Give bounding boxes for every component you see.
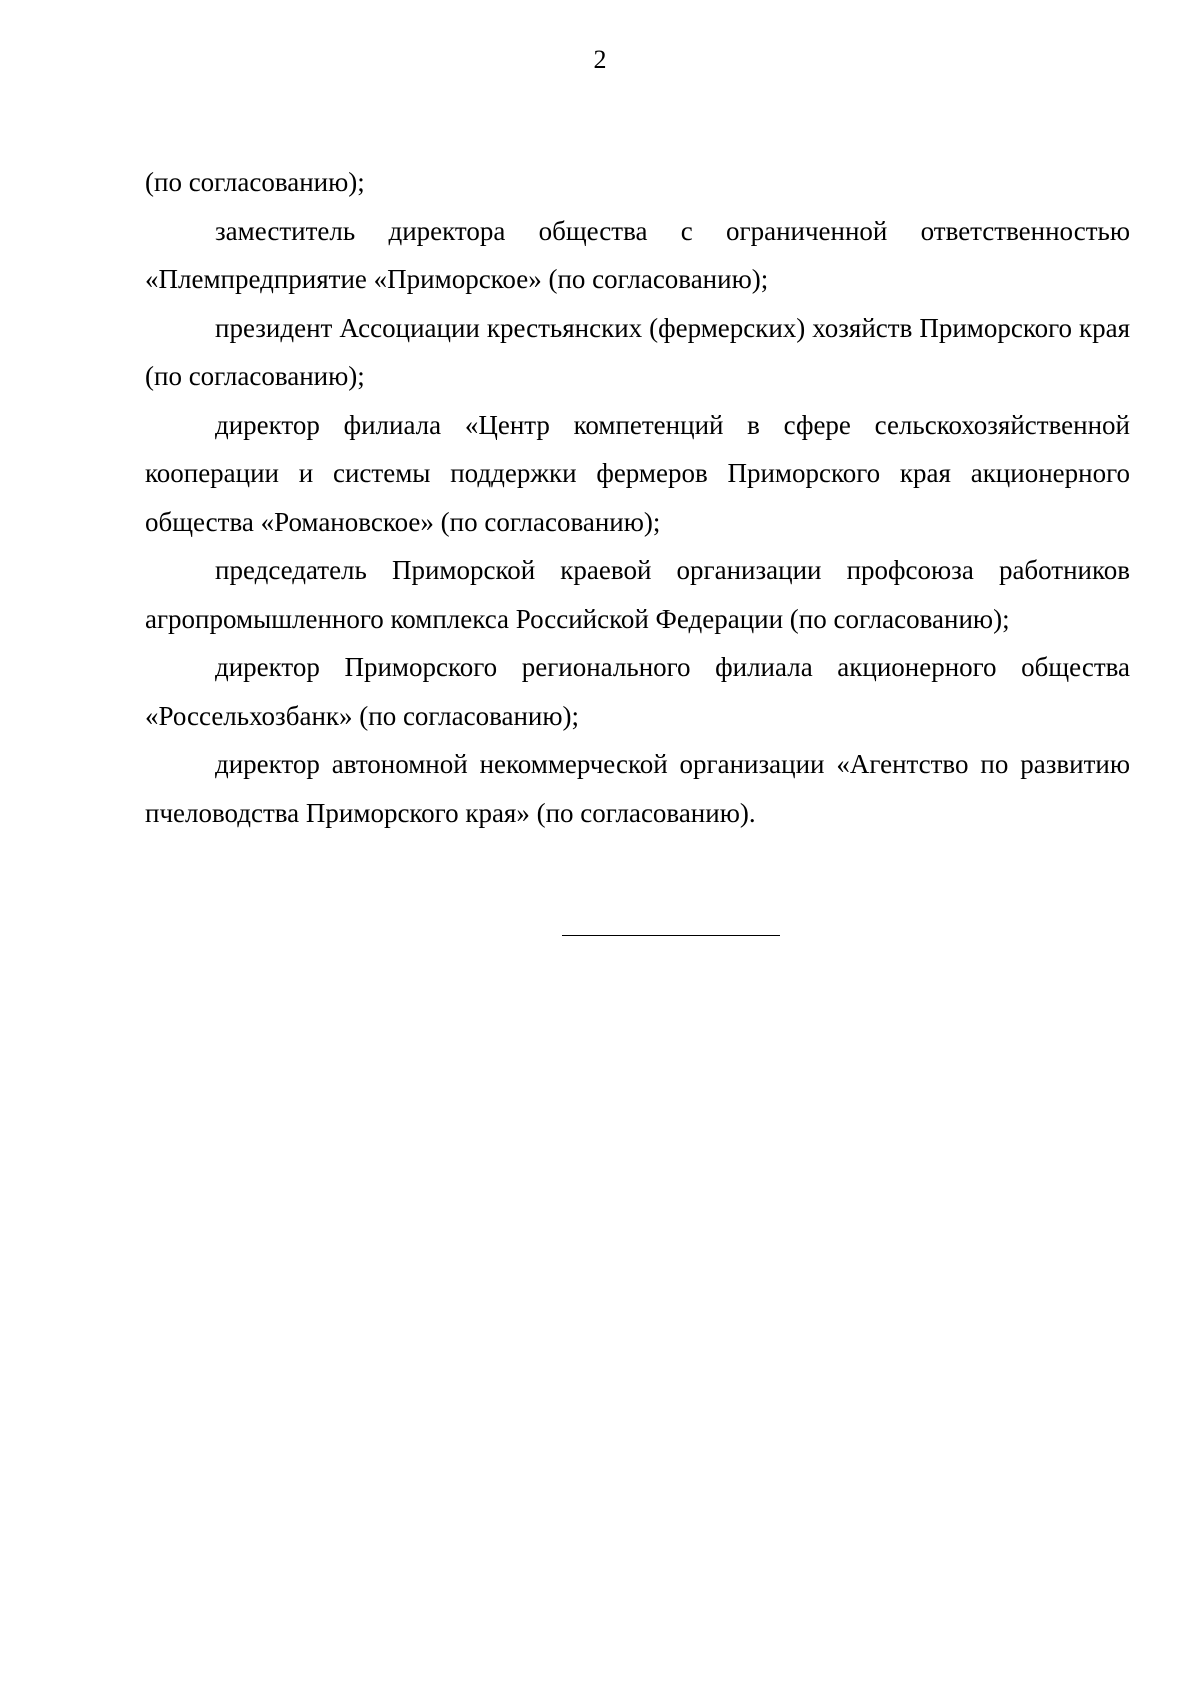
list-item-director-competence-center: директор филиала «Центр компетенций в сфере сельскохозяйственной кооперации и системы поддержки фермеров Приморского края акционерного общества «Романовское» (по согласованию); xyxy=(145,409,1130,537)
end-of-document-rule xyxy=(562,935,780,936)
committee-members-list xyxy=(145,158,1130,837)
list-item-director-rosselkhozbank-branch: директор Приморского регионального филиала акционерного общества «Россельхозбанк» (по согласованию); xyxy=(145,652,1130,731)
page-number: 2 xyxy=(593,45,607,74)
list-item-chairman-trade-union: председатель Приморской краевой организации профсоюза работников агропромышленного комплекса Российской Федерации (по согласованию); xyxy=(145,555,1130,634)
list-item-president-farmers-association: президент Ассоциации крестьянских (фермерских) хозяйств Приморского края (по согласованию); xyxy=(145,312,1130,391)
list-item-deputy-director-plempredpriyatie: заместитель директора общества с ограниченной ответственностью «Племпредприятие «Приморское» (по согласованию); xyxy=(145,215,1130,294)
list-item-continuation: (по согласованию); xyxy=(145,167,365,197)
list-item-director-beekeeping-agency: директор автономной некоммерческой организации «Агентство по развитию пчеловодства Приморского края» (по согласованию). xyxy=(145,749,1130,828)
